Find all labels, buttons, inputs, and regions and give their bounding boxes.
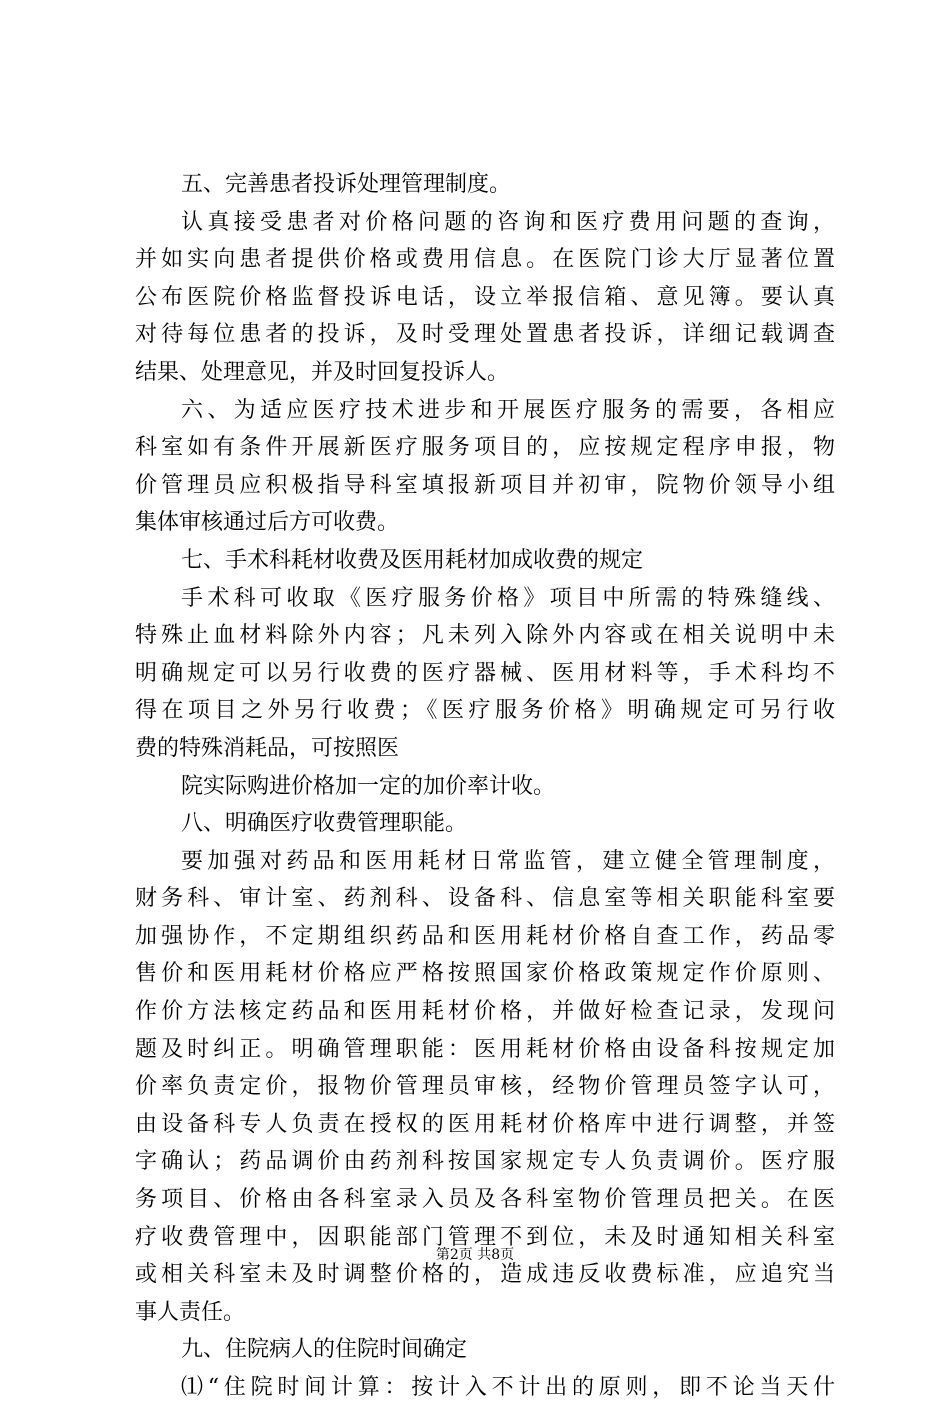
paragraph-line: 加强协作，不定期组织药品和医用耗材价格自查工作，药品零 (135, 923, 835, 949)
paragraph-line: 售价和医用耗材价格应严格按照国家价格政策规定作价原则、 (135, 961, 835, 987)
paragraph-line: 特殊止血材料除外内容；凡未列入除外内容或在相关说明中未 (135, 623, 835, 649)
paragraph-line: 院实际购进价格加一定的加价率计收。 (181, 773, 556, 799)
paragraph-line: 题及时纠正。明确管理职能：医用耗材价格由设备科按规定加 (135, 1036, 835, 1062)
paragraph-line: 对待每位患者的投诉，及时受理处置患者投诉，详细记载调查 (135, 322, 835, 348)
paragraph-line: 价率负责定价，报物价管理员审核，经物价管理员签字认可， (135, 1074, 835, 1100)
section-heading: 五、完善患者投诉处理管理制度。 (181, 172, 512, 197)
paragraph-line: 费的特殊消耗品，可按照医 (135, 735, 400, 761)
paragraph-line: 价管理员应积极指导科室填报新项目并初审，院物价领导小组 (135, 472, 835, 498)
paragraph-line: 字确认；药品调价由药剂科按国家规定专人负责调价。医疗服 (135, 1149, 835, 1175)
paragraph-line: 公布医院价格监督投诉电话，设立举报信箱、意见簿。要认真 (135, 284, 835, 310)
paragraph-line: ⑴“住院时间计算：按计入不计出的原则，即不论当天什 (181, 1375, 835, 1400)
section-heading: 九、住院病人的住院时间确定 (181, 1337, 468, 1363)
paragraph-line: 事人责任。 (135, 1299, 246, 1325)
paragraph-line: 财务科、审计室、药剂科、设备科、信息室等相关职能科室要 (135, 886, 835, 912)
paragraph-line: 由设备科专人负责在授权的医用耗材价格库中进行调整，并签 (135, 1111, 835, 1137)
paragraph-line: 疗收费管理中，因职能部门管理不到位，未及时通知相关科室 (135, 1224, 835, 1250)
paragraph-line: 认真接受患者对价格问题的咨询和医疗费用问题的查询， (181, 209, 835, 235)
section-heading: 七、手术科耗材收费及医用耗材加成收费的规定 (181, 547, 644, 573)
paragraph-line: 集体审核通过后方可收费。 (135, 510, 400, 536)
paragraph-line: 得在项目之外另行收费；《医疗服务价格》明确规定可另行收 (135, 698, 835, 724)
paragraph-line: 明确规定可以另行收费的医疗器械、医用材料等，手术科均不 (135, 660, 835, 686)
paragraph-line: 或相关科室未及时调整价格的，造成违反收费标准，应追究当 (135, 1262, 835, 1288)
section-heading: 六、为适应医疗技术进步和开展医疗服务的需要，各相应 (181, 397, 835, 423)
paragraph-line: 务项目、价格由各科室录入员及各科室物价管理员把关。在医 (135, 1187, 835, 1213)
paragraph-line: 要加强对药品和医用耗材日常监管，建立健全管理制度， (181, 848, 835, 874)
page-number-footer: 第2页 共8页 (435, 1247, 515, 1263)
document-body (135, 166, 835, 1407)
section-heading: 八、明确医疗收费管理职能。 (181, 811, 468, 837)
paragraph-line: 手术科可收取《医疗服务价格》项目中所需的特殊缝线、 (181, 585, 835, 611)
paragraph-line: 作价方法核定药品和医用耗材价格，并做好检查记录，发现问 (135, 999, 835, 1025)
paragraph-line: 结果、处理意见，并及时回复投诉人。 (135, 359, 510, 385)
paragraph-line: 科室如有条件开展新医疗服务项目的，应按规定程序申报，物 (135, 435, 835, 461)
paragraph-line: 并如实向患者提供价格或费用信息。在医院门诊大厅显著位置 (135, 247, 835, 273)
